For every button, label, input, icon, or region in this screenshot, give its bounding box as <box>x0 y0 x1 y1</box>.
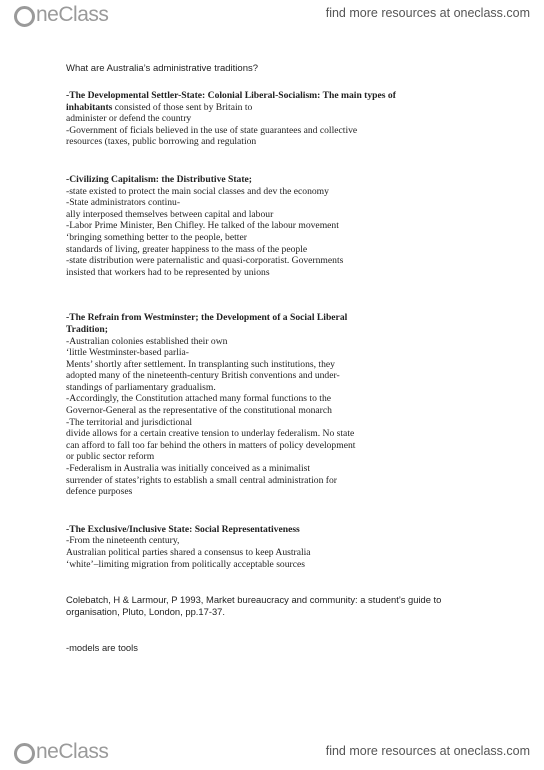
text-line: -Federalism in Australia was initially conceived as a minimalist <box>66 463 311 475</box>
text-line: ‘little Westminster-based parlia- <box>66 347 190 359</box>
section-3 <box>66 312 506 498</box>
note: -models are tools <box>66 642 138 654</box>
citation-line: organisation, Pluto, London, pp.17-37. <box>66 606 225 618</box>
oneclass-logo-footer[interactable] <box>14 740 108 764</box>
text-line: -Labor Prime Minister, Ben Chifley. He talked of the labour movement <box>66 220 339 232</box>
bottom-bar <box>0 738 544 770</box>
text-line: Ments’ shortly after settlement. In transplanting such institutions, they <box>66 358 335 370</box>
citation <box>66 594 506 618</box>
text-line: ‘bringing something better to the people, better <box>66 231 247 243</box>
section-heading: -Civilizing Capitalism: the Distributive State; <box>66 173 252 185</box>
text-line: divide allows for a certain creative tension to underlay federalism. No state <box>66 428 355 440</box>
text-line: insisted that workers had to be represented by unions <box>66 266 270 278</box>
text-line: surrender of states’rights to establish a small central administration for <box>66 474 337 486</box>
text-line: -State administrators continu- <box>66 197 181 209</box>
text-line: ally interposed themselves between capital and labour <box>66 208 274 220</box>
text-line: -state distribution were paternalistic and quasi-corporatist. Governments <box>66 255 344 267</box>
section-heading: -The Exclusive/Inclusive State: Social Representativeness <box>66 523 300 535</box>
text-line: administer or defend the country <box>66 113 192 125</box>
text-line: resources (taxes, public borrowing and regulation <box>66 136 257 148</box>
logo-ring-icon <box>14 743 35 764</box>
text-line: -Accordingly, the Constitution attached many formal functions to the <box>66 393 332 405</box>
sections-container <box>66 90 506 570</box>
text-line: can afford to fall too far behind the others in matters of policy development <box>66 439 356 451</box>
text-line: -Australian colonies established their own <box>66 335 228 347</box>
citation-line: Colebatch, H & Larmour, P 1993, Market bureaucracy and community: a student’s guide to <box>66 594 442 606</box>
text-line: inhabitants consisted of those sent by Britain to <box>66 101 253 113</box>
text-line: -From the nineteenth century, <box>66 535 180 547</box>
section-4 <box>66 524 506 570</box>
section-heading: Tradition; <box>66 323 108 335</box>
section-1 <box>66 90 506 148</box>
logo-ring-icon <box>14 6 35 27</box>
text-line: -The territorial and jurisdictional <box>66 416 193 428</box>
top-bar <box>0 0 544 36</box>
section-heading: -The Developmental Settler-State: Colonial Liberal-Socialism: The main types of <box>66 90 396 101</box>
text-line: Australian political parties shared a consensus to keep Australia <box>66 547 311 558</box>
text-line: standards of living, greater happiness to the mass of the people <box>66 243 308 255</box>
document-body <box>66 63 506 653</box>
document-title: What are Australia’s administrative traditions? <box>66 63 259 74</box>
resources-link-footer[interactable]: find more resources at oneclass.com <box>325 744 530 758</box>
text-line: Governor-General as the representative of the constitutional monarch <box>66 405 332 417</box>
text-line: standings of parliamentary gradualism. <box>66 381 216 393</box>
text-line: adopted many of the nineteenth-century British conventions and under- <box>66 370 340 382</box>
logo-text: neClass <box>36 740 109 763</box>
text-line: defence purposes <box>66 486 133 498</box>
resources-link[interactable]: find more resources at oneclass.com <box>325 6 530 20</box>
text-line: or public sector reform <box>66 451 155 463</box>
section-heading: -The Refrain from Westminster; the Development of a Social Liberal <box>66 312 348 324</box>
text-line: ‘white’–limiting migration from politically acceptable sources <box>66 558 305 570</box>
section-2 <box>66 174 506 278</box>
oneclass-logo[interactable] <box>14 3 108 27</box>
text-line: -Government of ficials believed in the use of state guarantees and collective <box>66 124 358 136</box>
text-line: -state existed to protect the main social classes and dev the economy <box>66 185 329 197</box>
logo-text: neClass <box>36 3 109 26</box>
